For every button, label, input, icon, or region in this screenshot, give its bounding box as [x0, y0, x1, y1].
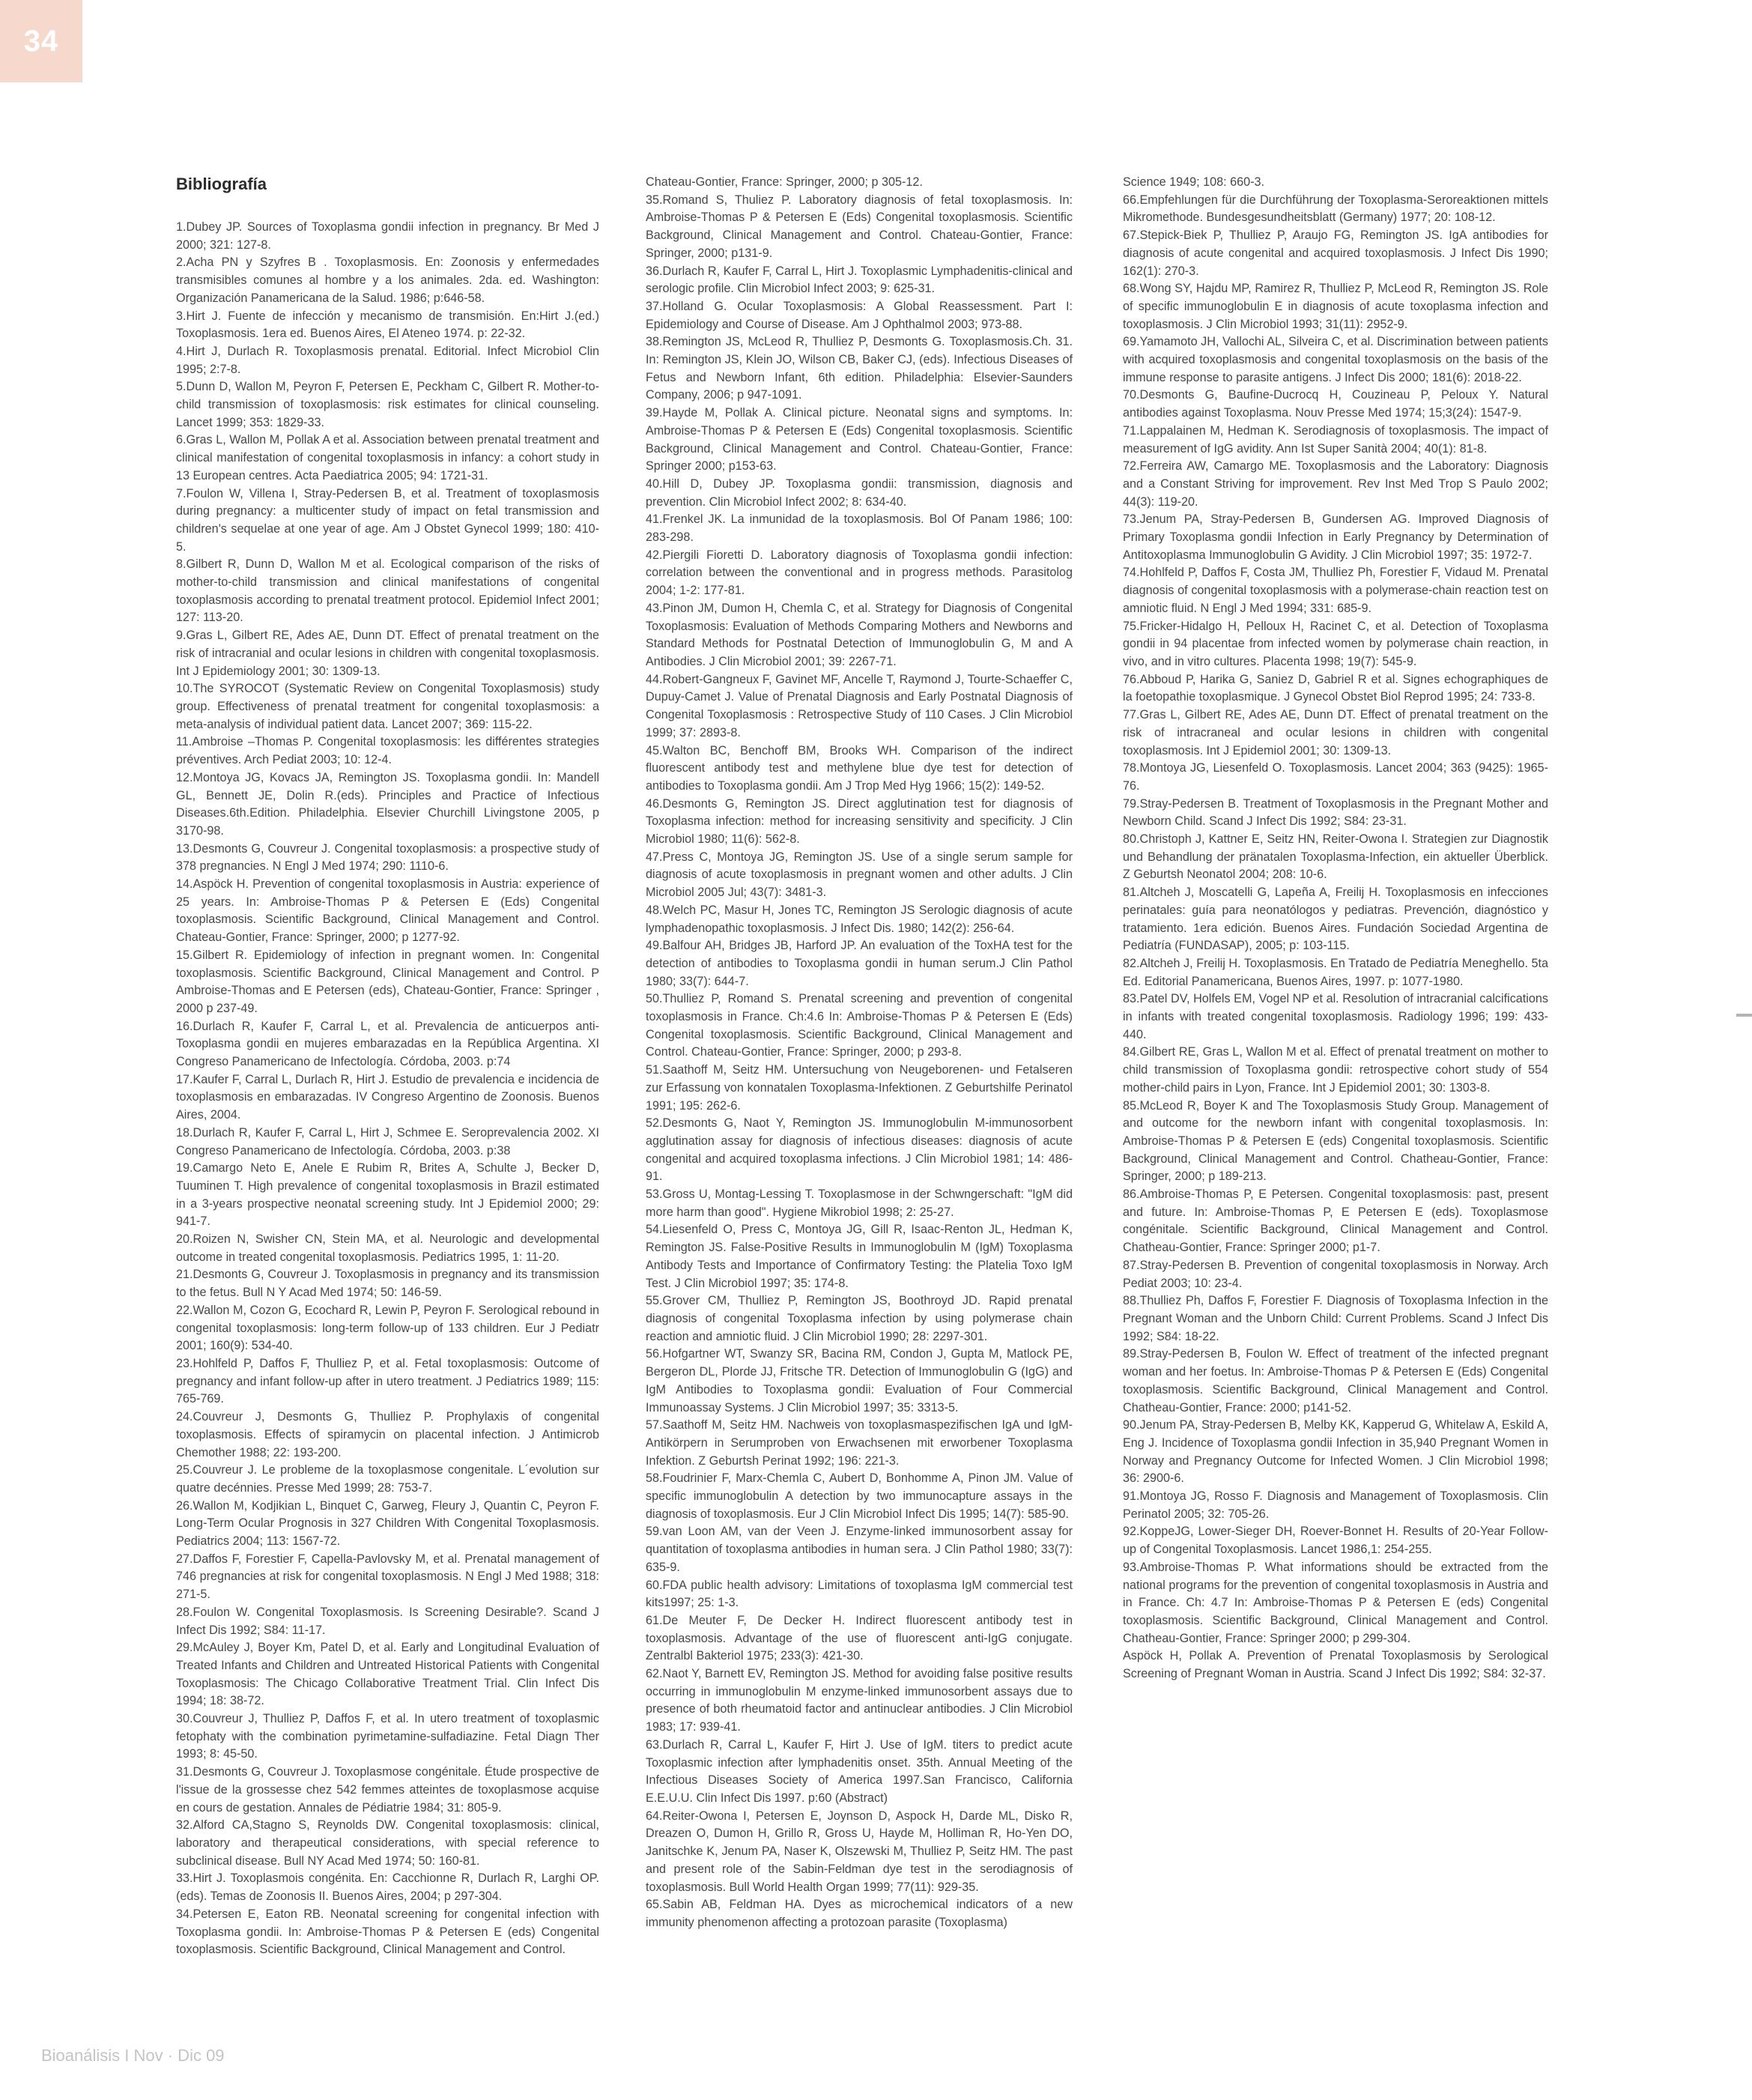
reference-entry: 72.Ferreira AW, Camargo ME. Toxoplasmosis and the Laboratory: Diagnosis and a Constant Striving for improvement. Rev Inst Med Trop S Paulo 2002; 44(3): 119-20.: [1123, 459, 1548, 509]
reference-entry: 26.Wallon M, Kodjikian L, Binquet C, Garweg, Fleury J, Quantin C, Peyron F. Long-Term Ocular Prognosis in 327 Children With Congenital Toxoplasmosis. Pediatrics 2004; 113: 1567-72.: [176, 1498, 599, 1549]
reference-entry: 88.Thulliez Ph, Daffos F, Forestier F. Diagnosis of Toxoplasma Infection in the Pregnant Woman and the Unborn Child: Current Problems. Scand J Infect Dis 1992; S84: 18-22.: [1123, 1294, 1548, 1343]
reference-entry: 29.McAuley J, Boyer Km, Patel D, et al. Early and Longitudinal Evaluation of Treated Infants and Children and Untreated Historical Patients with Congenital Toxoplasmosis: The Chicago Collaborative Treatment Trial. Clin Infect Dis 1994; 18: 38-72.: [176, 1641, 599, 1708]
reference-entry: 10.The SYROCOT (Systematic Review on Congenital Toxoplasmosis) study group. Effectiveness of prenatal treatment for congenital toxoplasmosis: a meta-analysis of individual patient data. Lancet 2007; 369: 115-22.: [176, 682, 599, 731]
reference-entry: 40.Hill D, Dubey JP. Toxoplasma gondii: transmission, diagnosis and prevention. Clin Microbiol Infect 2002; 8: 634-40.: [646, 476, 1073, 509]
reference-entry: 45.Walton BC, Benchoff BM, Brooks WH. Comparison of the indirect fluorescent antibody test and methylene blue dye test for detection of antibodies to Toxoplasma gondii. Am J Trop Med Hyg 1966; 15(2): 149-52.: [646, 743, 1073, 793]
reference-entry: 51.Saathoff M, Seitz HM. Untersuchung von Neugeborenen- und Fetalseren zur Erfassung von konnatalen Toxoplasma-Infektionen. Z Geburtshilfe Perinatol 1991; 195: 262-6.: [646, 1063, 1073, 1113]
reference-entry: 3.Hirt J. Fuente de infección y mecanismo de transmisión. En:Hirt J.(ed.) Toxoplasmosis. 1era ed. Buenos Aires, El Ateneo 1974. p: 22-32.: [176, 309, 599, 341]
reference-entry: 23.Hohlfeld P, Daffos F, Thulliez P, et al. Fetal toxoplasmosis: Outcome of pregnancy and infant follow-up after in utero treatment. J Pediatrics 1989; 115: 765-769.: [176, 1357, 599, 1406]
reference-entry: 66.Empfehlungen für die Durchführung der Toxoplasma-Seroreaktionen mittels Mikromethode. Bundesgesundheitsblatt (Germany) 1977; 20: 108-12.: [1123, 193, 1548, 225]
reference-entry: 21.Desmonts G, Couvreur J. Toxoplasmosis in pregnancy and its transmission to the fetus. Bull N Y Acad Med 1974; 50: 146-59.: [176, 1268, 599, 1300]
reference-entry: 85.McLeod R, Boyer K and The Toxoplasmosis Study Group. Management of and outcome for the newborn infant with congenital toxoplasmosis. In: Ambroise-Thomas P & Petersen E (eds) Congenital toxoplasmosis. Scientific Background, Clinical Management and Control. Chatheau-Gontier, France: Springer, 2000; p 189-213.: [1123, 1098, 1548, 1184]
reference-entry: 64.Reiter-Owona I, Petersen E, Joynson D, Aspock H, Darde ML, Disko R, Dreazen O, Dumon H, Grillo R, Gross U, Hayde M, Holliman R, Ho-Yen DO, Janitschke K, Jenum PA, Naser K, Olszewski M, Thulliez P, Seitz HM. The past and present role of the Sabin-Feldman dye test in the serodiagnosis of toxoplasmosis. Bull World Health Organ 1999; 77(11): 929-35.: [646, 1809, 1073, 1894]
reference-entry: 15.Gilbert R. Epidemiology of infection in pregnant women. In: Congenital toxoplasmosis. Scientific Background, Clinical Management and Control. P Ambroise-Thomas and E Petersen (eds), Chateau-Gontier, France: Springer , 2000 p 237-49.: [176, 948, 599, 1015]
bibliography-column-1: [176, 174, 599, 1959]
reference-entry: 19.Camargo Neto E, Anele E Rubim R, Brites A, Schulte J, Becker D, Tuuminen T. High prevalence of congenital toxoplasmosis in Brazil estimated in a 3-years prospective neonatal screening study. Int J Epidemiol 2000; 29: 941-7.: [176, 1161, 599, 1229]
reference-entry: 75.Fricker-Hidalgo H, Pelloux H, Racinet C, et al. Detection of Toxoplasma gondii in 94 placentae from infected women by polymerase chain reaction, in vivo, and in vitro cultures. Placenta 1998; 19(7): 545-9.: [1123, 619, 1548, 668]
reference-entry: 36.Durlach R, Kaufer F, Carral L, Hirt J. Toxoplasmic Lymphadenitis-clinical and serologic profile. Clin Microbiol Infect 2003; 9: 625-31.: [646, 264, 1073, 296]
reference-entry: 83.Patel DV, Holfels EM, Vogel NP et al. Resolution of intracranial calcifications in infants with treated congenital toxoplasmosis. Radiology 1996; 199: 433-440.: [1123, 992, 1548, 1041]
bibliography-column-3: [1123, 174, 1548, 1683]
reference-entry: 89.Stray-Pedersen B, Foulon W. Effect of treatment of the infected pregnant woman and her foetus. In: Ambroise-Thomas P & Petersen E (Eds) Congenital toxoplasmosis. Scientific Background, Clinical Management and Control. Chatheau-Gontier, France: 2000; p141-52.: [1123, 1347, 1548, 1414]
reference-entry: 1.Dubey JP. Sources of Toxoplasma gondii infection in pregnancy. Br Med J 2000; 321: 127-8.: [176, 220, 599, 252]
reference-entry: 70.Desmonts G, Baufine-Ducrocq H, Couzineau P, Peloux Y. Natural antibodies against Toxoplasma. Nouv Presse Med 1974; 15;3(24): 1547-9.: [1123, 388, 1548, 420]
reference-entry: 30.Couvreur J, Thulliez P, Daffos F, et al. In utero treatment of toxoplasmic fetophaty with the combination pyrimetamine-sulfadiazine. Fetal Diagn Ther 1993; 8: 45-50.: [176, 1712, 599, 1761]
reference-entry: 44.Robert-Gangneux F, Gavinet MF, Ancelle T, Raymond J, Tourte-Schaeffer C, Dupuy-Camet J. Value of Prenatal Diagnosis and Early Postnatal Diagnosis of Congenital Toxoplasmosis : Retrospective Study of 110 Cases. J Clin Microbiol 1999; 37: 2893-8.: [646, 672, 1073, 739]
reference-entry: 14.Aspöck H. Prevention of congenital toxoplasmosis in Austria: experience of 25 years. In: Ambroise-Thomas P & Petersen E (Eds) Congenital toxoplasmosis. Scientific Background, Clinical Management and Control. Chateau-Gontier, France: Springer, 2000; p 1277-92.: [176, 877, 599, 945]
reference-entry: 61.De Meuter F, De Decker H. Indirect fluorescent antibody test in toxoplasmosis. Advantage of the use of fluorescent anti-IgG conjugate. Zentralbl Bakteriol 1975; 233(3): 421-30.: [646, 1613, 1073, 1663]
reference-entry: 63.Durlach R, Carral L, Kaufer F, Hirt J. Use of IgM. titers to predict acute Toxoplasmic infection after lymphadenitis onset. 35th. Annual Meeting of the Infectious Diseases Society of America 1997.San Francisco, California E.E.U.U. Clin Infect Dis 1997. p:60 (Abstract): [646, 1737, 1073, 1805]
reference-entry: 55.Grover CM, Thulliez P, Remington JS, Boothroyd JD. Rapid prenatal diagnosis of congenital Toxoplasma infection by using polymerase chain reaction and amniotic fluid. J Clin Microbiol 1990; 28: 2297-301.: [646, 1294, 1073, 1343]
reference-entry: 62.Naot Y, Barnett EV, Remington JS. Method for avoiding false positive results occurring in immunoglobulin M enzyme-linked immunosorbent assays due to presence of both rheumatoid factor and antinuclear antibodies. J Clin Microbiol 1983; 17: 939-41.: [646, 1667, 1073, 1734]
reference-entry: 6.Gras L, Wallon M, Pollak A et al. Association between prenatal treatment and clinical manifestation of congenital toxoplasmosis in infancy: a cohort study in 13 European centres. Acta Paediatrica 2005; 94: 1721-31.: [176, 433, 599, 482]
reference-entry: 4.Hirt J, Durlach R. Toxoplasmosis prenatal. Editorial. Infect Microbiol Clin 1995; 2:7-8.: [176, 344, 599, 376]
reference-entry: 68.Wong SY, Hajdu MP, Ramirez R, Thulliez P, McLeod R, Remington JS. Role of specific immunoglobulin E in diagnosis of acute toxoplasma infection and toxoplasmosis. J Clin Microbiol 1993; 31(11): 2952-9.: [1123, 282, 1548, 331]
reference-entry: 42.Piergili Fioretti D. Laboratory diagnosis of Toxoplasma gondii infection: correlation between the conventional and in progress methods. Parasitolog 2004; 1-2: 177-81.: [646, 548, 1073, 598]
reference-entry: 79.Stray-Pedersen B. Treatment of Toxoplasmosis in the Pregnant Mother and Newborn Child. Scand J Infect Dis 1992; S84: 23-31.: [1123, 796, 1548, 829]
reference-entry: 86.Ambroise-Thomas P, E Petersen. Congenital toxoplasmosis: past, present and future. In: Ambroise-Thomas P, E Petersen E (eds). Toxoplasmose congénitale. Scientific Background, Clinical Management and Control. Chatheau-Gontier, France: Springer 2000; p1-7.: [1123, 1187, 1548, 1255]
bibliography-column-2: [646, 174, 1073, 1932]
reference-entry: 49.Balfour AH, Bridges JB, Harford JP. An evaluation of the ToxHA test for the detection of antibodies to Toxoplasma gondii in human serum.J Clin Pathol 1980; 33(7): 644-7.: [646, 939, 1073, 988]
reference-entry: 48.Welch PC, Masur H, Jones TC, Remington JS Serologic diagnosis of acute lymphadenopathic toxoplasmosis. J Infect Dis. 1980; 142(2): 256-64.: [646, 903, 1073, 935]
reference-entry: 18.Durlach R, Kaufer F, Carral L, Hirt J, Schmee E. Seroprevalencia 2002. XI Congreso Panamericano de Infectología. Córdoba, 2003. p:38: [176, 1125, 599, 1158]
reference-entry: 90.Jenum PA, Stray-Pedersen B, Melby KK, Kapperud G, Whitelaw A, Eskild A, Eng J. Incidence of Toxoplasma gondii Infection in 35,940 Pregnant Women in Norway and Pregnancy Outcome for Infected Women. J Clin Microbiol 1998; 36: 2900-6.: [1123, 1418, 1548, 1486]
reference-entry: Aspöck H, Pollak A. Prevention of Prenatal Toxoplasmosis by Serological Screening of Pregnant Woman in Austria. Scand J Infect Dis 1992; S84: 32-37.: [1123, 1649, 1548, 1681]
reference-entry: Science 1949; 108: 660-3.: [1123, 175, 1264, 189]
reference-entry: 81.Altcheh J, Moscatelli G, Lapeña A, Freilij H. Toxoplasmosis en infecciones perinatales: guía para neonatólogos y pediatras. Prevención, diagnóstico y tratamiento. 1era edición. Buenos Aires. Fundación Sociedad Argentina de Pediatría (FUNDASAP), 2005; p: 103-115.: [1123, 886, 1548, 953]
reference-entry: 11.Ambroise –Thomas P. Congenital toxoplasmosis: les différentes strategies préventives. Arch Pediat 2003; 10: 12-4.: [176, 735, 599, 767]
reference-entry: 77.Gras L, Gilbert RE, Ades AE, Dunn DT. Effect of prenatal treatment on the risk of intracraneal and ocular lesions in children with congenital toxoplasmosis. Int J Epidemiol 2001; 30: 1309-13.: [1123, 708, 1548, 757]
reference-entry: Chateau-Gontier, France: Springer, 2000; p 305-12.: [646, 175, 923, 189]
reference-entry: 56.Hofgartner WT, Swanzy SR, Bacina RM, Condon J, Gupta M, Matlock PE, Bergeron DL, Plorde JJ, Fritsche TR. Detection of Immunoglobulin G (IgG) and IgM Antibodies to Toxoplasma gondii: Evaluation of Four Commercial Immunoassay Systems. J Clin Microbiol 1997; 35: 3313-5.: [646, 1347, 1073, 1414]
reference-entry: 5.Dunn D, Wallon M, Peyron F, Petersen E, Peckham C, Gilbert R. Mother-to-child transmission of toxoplasmosis: risk estimates for clinical counseling. Lancet 1999; 353: 1829-33.: [176, 380, 599, 429]
reference-entry: 31.Desmonts G, Couvreur J. Toxoplasmose congénitale. Étude prospective de l'issue de la grossesse chez 542 femmes atteintes de toxoplasmose acquise en cours de gestation. Annales de Pédiatrie 1984; 31: 805-9.: [176, 1765, 599, 1815]
reference-entry: 54.Liesenfeld O, Press C, Montoya JG, Gill R, Isaac-Renton JL, Hedman K, Remington JS. False-Positive Results in Immunoglobulin M (IgM) Toxoplasma Antibody Tests and Importance of Confirmatory Testing: the Platelia Toxo IgM Test. J Clin Microbiol 1997; 35: 174-8.: [646, 1223, 1073, 1290]
reference-entry: 67.Stepick-Biek P, Thulliez P, Araujo FG, Remington JS. IgA antibodies for diagnosis of acute congenital and acquired toxoplasmosis. J Infect Dis 1990; 162(1): 270-3.: [1123, 229, 1548, 278]
reference-entry: 7.Foulon W, Villena I, Stray-Pedersen B, et al. Treatment of toxoplasmosis during pregnancy: a multicenter study of impact on fetal transmission and children's sequelae at one year of age. Am J Obstet Gynecol 1999; 180: 410-5.: [176, 486, 599, 554]
reference-entry: 33.Hirt J. Toxoplasmois congénita. En: Cacchionne R, Durlach R, Larghi OP. (eds). Temas de Zoonosis II. Buenos Aires, 2004; p 297-304.: [176, 1871, 599, 1904]
reference-entry: 60.FDA public health advisory: Limitations of toxoplasma IgM commercial test kits1997; 25: 1-3.: [646, 1578, 1073, 1610]
reference-entry: 2.Acha PN y Szyfres B . Toxoplasmosis. En: Zoonosis y enfermedades transmisibles comunes al hombre y a los animales. 2da. ed. Washington: Organización Panamericana de la Salud. 1986; p:646-58.: [176, 255, 599, 305]
reference-entry: 32.Alford CA,Stagno S, Reynolds DW. Congenital toxoplasmosis: clinical, laboratory and therapeutical considerations, with special reference to subclinical disease. Bull NY Acad Med 1974; 50: 160-81.: [176, 1818, 599, 1868]
reference-entry: 43.Pinon JM, Dumon H, Chemla C, et al. Strategy for Diagnosis of Congenital Toxoplasmosis: Evaluation of Methods Comparing Mothers and Newborns and Standard Methods for Postnatal Detection of Immunoglobulin G, M and A Antibodies. J Clin Microbiol 2001; 39: 2267-71.: [646, 601, 1073, 668]
reference-entry: 8.Gilbert R, Dunn D, Wallon M et al. Ecological comparison of the risks of mother-to-child transmission and clinical manifestations of congenital toxoplasmosis according to prenatal treatment protocol. Epidemiol Infect 2001; 127: 113-20.: [176, 557, 599, 625]
reference-entry: 9.Gras L, Gilbert RE, Ades AE, Dunn DT. Effect of prenatal treatment on the risk of intracranial and ocular lesions in children with congenital toxoplasmosis. Int J Epidemiology 2001; 30: 1309-13.: [176, 629, 599, 678]
reference-entry: 34.Petersen E, Eaton RB. Neonatal screening for congenital infection with Toxoplasma gondii. In: Ambroise-Thomas P & Petersen E (eds) Congenital toxoplasmosis. Scientific Background, Clinical Management and Control.: [176, 1907, 599, 1957]
reference-entry: 35.Romand S, Thuliez P. Laboratory diagnosis of fetal toxoplasmosis. In: Ambroise-Thomas P & Petersen E (Eds) Congenital toxoplasmosis. Scientific Background, Clinical Management and Control. Chateau-Gontier, France: Springer, 2000; p131-9.: [646, 193, 1073, 260]
reference-entry: 53.Gross U, Montag-Lessing T. Toxoplasmose in der Schwngerschaft: "IgM did more harm than good". Hygiene Mikrobiol 1998; 2: 25-27.: [646, 1187, 1073, 1219]
reference-entry: 59.van Loon AM, van der Veen J. Enzyme-linked immunosorbent assay for quantitation of toxoplasma antibodies in human sera. J Clin Pathol 1980; 33(7): 635-9.: [646, 1525, 1073, 1574]
reference-entry: 38.Remington JS, McLeod R, Thulliez P, Desmonts G. Toxoplasmosis.Ch. 31. In: Remington JS, Klein JO, Wilson CB, Baker CJ, (eds). Infectious Diseases of Fetus and Newborn Infant, 6th edition. Philadelphia: Elsevier-Saunders Company, 2006; p 947-1091.: [646, 335, 1073, 402]
reference-entry: 82.Altcheh J, Freilij H. Toxoplasmosis. En Tratado de Pediatría Meneghello. 5ta Ed. Editorial Panamericana, Buenos Aires, 1997. p: 1077-1980.: [1123, 956, 1548, 988]
reference-entry: 73.Jenum PA, Stray-Pedersen B, Gundersen AG. Improved Diagnosis of Primary Toxoplasma gondii Infection in Early Pregnancy by Determination of Antitoxoplasma Immunoglobulin G Avidity. J Clin Microbiol 1997; 35: 1972-7.: [1123, 512, 1548, 562]
reference-entry: 47.Press C, Montoya JG, Remington JS. Use of a single serum sample for diagnosis of acute toxoplasmosis in pregnant women and other adults. J Clin Microbiol 2005 Jul; 43(7): 3481-3.: [646, 850, 1073, 900]
reference-entry: 52.Desmonts G, Naot Y, Remington JS. Immunoglobulin M-immunosorbent agglutination assay for diagnosis of infectious diseases: diagnosis of acute congenital and acquired toxoplasma infections. J Clin Microbiol 1981; 14: 486-91.: [646, 1116, 1073, 1184]
reference-entry: 37.Holland G. Ocular Toxoplasmosis: A Global Reassessment. Part I: Epidemiology and Course of Disease. Am J Ophthalmol 2003; 973-88.: [646, 299, 1073, 331]
reference-entry: 12.Montoya JG, Kovacs JA, Remington JS. Toxoplasma gondii. In: Mandell GL, Bennett JE, Dolin R.(eds). Principles and Practice of Infectious Diseases.6th.Edition. Philadelphia. Elsevier Churchill Livingstone 2005, p 3170-98.: [176, 770, 599, 838]
page-number: 34: [23, 24, 59, 58]
reference-entry: 46.Desmonts G, Remington JS. Direct agglutination test for diagnosis of Toxoplasma infection: method for increasing sensitivity and specificity. J Clin Microbiol 1980; 11(6): 562-8.: [646, 796, 1073, 847]
margin-marker: [1736, 1014, 1752, 1017]
reference-entry: 27.Daffos F, Forestier F, Capella-Pavlovsky M, et al. Prenatal management of 746 pregnancies at risk for congenital toxoplasmosis. N Engl J Med 1988; 318: 271-5.: [176, 1552, 599, 1602]
reference-entry: 28.Foulon W. Congenital Toxoplasmosis. Is Screening Desirable?. Scand J Infect Dis 1992; S84: 11-17.: [176, 1605, 599, 1637]
page-footer: Bioanálisis I Nov · Dic 09: [41, 2046, 225, 2065]
reference-entry: 50.Thulliez P, Romand S. Prenatal screening and prevention of congenital toxoplasmosis in France. Ch:4.6 In: Ambroise-Thomas P & Petersen E (Eds) Congenital toxoplasmosis. Scientific Background, Clinical Management and Control. Chateau-Gontier, France: Springer, 2000; p 293-8.: [646, 992, 1073, 1059]
reference-entry: 17.Kaufer F, Carral L, Durlach R, Hirt J. Estudio de prevalencia e incidencia de toxoplasmosis en embarazadas. IV Congreso Argentino de Zoonosis. Buenos Aires, 2004.: [176, 1072, 599, 1122]
reference-entry: 41.Frenkel JK. La inmunidad de la toxoplasmosis. Bol Of Panam 1986; 100: 283-298.: [646, 512, 1073, 545]
reference-entry: 74.Hohlfeld P, Daffos F, Costa JM, Thulliez Ph, Forestier F, Vidaud M. Prenatal diagnosis of congenital toxoplasmosis with a polymerase-chain reaction test on amniotic fluid. N Engl J Med 1994; 331: 685-9.: [1123, 566, 1548, 615]
reference-entry: 93.Ambroise-Thomas P. What informations should be extracted from the national programs for the prevention of congenital toxoplasmosis in Austria and in France. Ch: 4.7 In: Ambroise-Thomas P & Petersen E (eds) Congenital toxoplasmosis. Scientific Background, Clinical Management and Control. Chatheau-Gontier, France: Springer 2000; p 299-304.: [1123, 1560, 1548, 1645]
reference-entry: 16.Durlach R, Kaufer F, Carral L, et al. Prevalencia de anticuerpos anti-Toxoplasma gondii en mujeres embarazadas en la República Argentina. XI Congreso Panamericano de Infectología. Córdoba, 2003. p:74: [176, 1019, 599, 1069]
reference-entry: 84.Gilbert RE, Gras L, Wallon M et al. Effect of prenatal treatment on mother to child transmission of Toxoplasma gondii: retrospective cohort study of 554 mother-child pairs in Lyon, France. Int J Epidemiol 2001; 30: 1303-8.: [1123, 1045, 1548, 1095]
reference-entry: 39.Hayde M, Pollak A. Clinical picture. Neonatal signs and symptoms. In: Ambroise-Thomas P & Petersen E (Eds) Congenital toxoplasmosis. Scientific Background, Clinical Management and Control. Chateau-Gontier, France: Springer 2000; p153-63.: [646, 406, 1073, 473]
reference-entry: 58.Foudrinier F, Marx-Chemla C, Aubert D, Bonhomme A, Pinon JM. Value of specific immunoglobulin A detection by two immunocapture assays in the diagnosis of toxoplasmosis. Eur J Clin Microbiol Infect Dis 1995; 14(7): 585-90.: [646, 1471, 1073, 1521]
reference-entry: 13.Desmonts G, Couvreur J. Congenital toxoplasmosis: a prospective study of 378 pregnancies. N Engl J Med 1974; 290: 1110-6.: [176, 841, 599, 874]
reference-entry: 91.Montoya JG, Rosso F. Diagnosis and Management of Toxoplasmosis. Clin Perinatol 2005; 32: 705-26.: [1123, 1489, 1548, 1521]
reference-entry: 65.Sabin AB, Feldman HA. Dyes as microchemical indicators of a new immunity phenomenon affecting a protozoan parasite (Toxoplasma): [646, 1898, 1073, 1929]
bibliography-title: Bibliografía: [176, 175, 267, 193]
reference-entry: 25.Couvreur J. Le probleme de la toxoplasmose congenitale. L´evolution sur quatre decénnies. Presse Med 1999; 28: 753-7.: [176, 1463, 599, 1495]
reference-entry: 87.Stray-Pedersen B. Prevention of congenital toxoplasmosis in Norway. Arch Pediat 2003; 10: 23-4.: [1123, 1258, 1548, 1290]
reference-list: [176, 219, 599, 1959]
reference-entry: 22.Wallon M, Cozon G, Ecochard R, Lewin P, Peyron F. Serological rebound in congenital toxoplasmosis: long-term follow-up of 133 children. Eur J Pediatr 2001; 160(9): 534-40.: [176, 1303, 599, 1353]
reference-entry: 71.Lappalainen M, Hedman K. Serodiagnosis of toxoplasmosis. The impact of measurement of IgG avidity. Ann Ist Super Sanità 2004; 40(1): 81-8.: [1123, 423, 1548, 456]
reference-entry: 78.Montoya JG, Liesenfeld O. Toxoplasmosis. Lancet 2004; 363 (9425): 1965-76.: [1123, 761, 1548, 793]
reference-list: [646, 174, 1073, 1932]
reference-entry: 24.Couvreur J, Desmonts G, Thulliez P. Prophylaxis of congenital toxoplasmosis. Effects of spiramycin on placental infection. J Antimicrob Chemother 1988; 22: 193-200.: [176, 1410, 599, 1459]
reference-entry: 69.Yamamoto JH, Vallochi AL, Silveira C, et al. Discrimination between patients with acquired toxoplasmosis and congenital toxoplasmosis on the basis of the immune response to parasite antigens. J Infect Dis 2000; 181(6): 2018-22.: [1123, 335, 1548, 384]
page-number-tab: [0, 0, 82, 82]
reference-entry: 57.Saathoff M, Seitz HM. Nachweis von toxoplasmaspezifischen IgA und IgM-Antikörpern in Serumproben von Erwachsenen mit erworbener Toxoplasma Infektion. Z Geburtsh Perinat 1992; 196: 221-3.: [646, 1418, 1073, 1468]
reference-entry: 80.Christoph J, Kattner E, Seitz HN, Reiter-Owona I. Strategien zur Diagnostik und Behandlung der pränatalen Toxoplasma-Infection, ein aktueller Überblick. Z Geburtsh Neonatol 2004; 208: 10-6.: [1123, 832, 1548, 882]
reference-entry: 76.Abboud P, Harika G, Saniez D, Gabriel R et al. Signes echographiques de la foetopathie toxoplasmique. J Gynecol Obstet Biol Reprod 1995; 24: 733-8.: [1123, 672, 1548, 704]
reference-entry: 92.KoppeJG, Lower-Sieger DH, Roever-Bonnet H. Results of 20-Year Follow-up of Congenital Toxoplasmosis. Lancet 1986,1: 254-255.: [1123, 1525, 1548, 1557]
reference-entry: 20.Roizen N, Swisher CN, Stein MA, et al. Neurologic and developmental outcome in treated congenital toxoplasmosis. Pediatrics 1995, 1: 11-20.: [176, 1232, 599, 1264]
reference-list: [1123, 174, 1548, 1683]
